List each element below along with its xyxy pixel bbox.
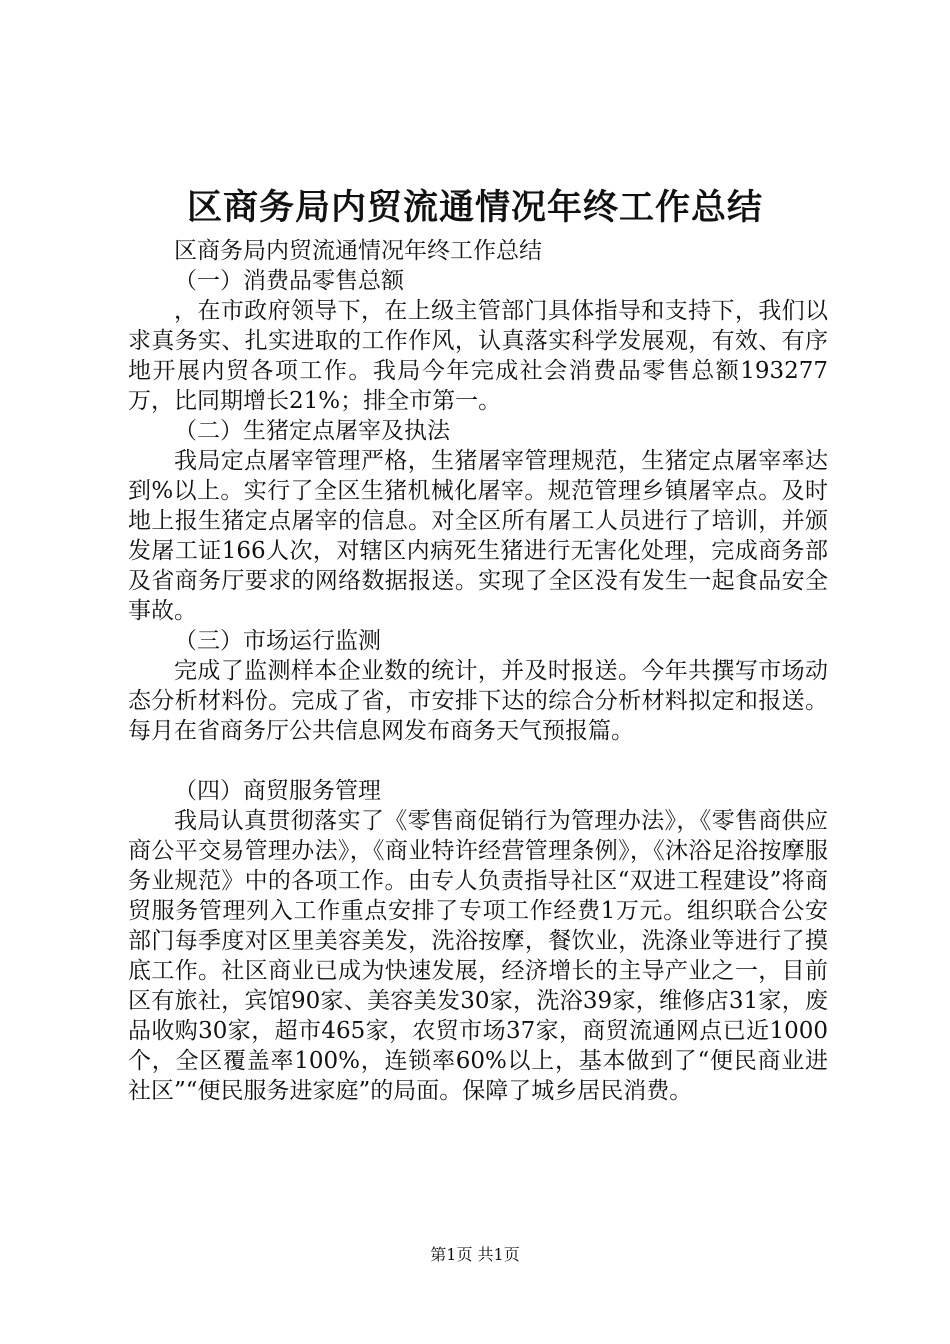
page-footer: 第1页 共1页: [430, 1245, 520, 1264]
section-heading-4: （四）商贸服务管理: [174, 778, 381, 804]
document-subtitle: 区商务局内贸流通情况年终工作总结: [174, 238, 542, 264]
section-paragraph-4: 我局认真贯彻落实了《零售商促销行为管理办法》，《零售商供应商公平交易管理办法》，《商业特许经营管理条例》，《沐浴足浴按摩服务业规范》中的各项工作。由专人负责指导社区“双进工程建设”将商贸服务管理列入工作重点安排了专项工作经费1万元。组织联合公安部门每季度对区里美容美发，洗浴按摩，餐饮业，洗涤业等进行了摸底工作。社区商业已成为快速发展，经济增长的主导产业之一，目前区有旅社，宾馆90家、美容美发30家，洗浴39家，维修店31家，废品收购30家，超市465家，农贸市场37家，商贸流通网点已近1000个，全区覆盖率100%，连锁率60%以上，基本做到了“便民商业进社区”“便民服务进家庭”的局面。保障了城乡居民消费。: [128, 808, 828, 1104]
document-body: [128, 236, 828, 1106]
section-paragraph-2: 我局定点屠宰管理严格，生猪屠宰管理规范，生猪定点屠宰率达到%以上。实行了全区生猪机械化屠宰。规范管理乡镇屠宰点。及时地上报生猪定点屠宰的信息。对全区所有屠工人员进行了培训，并颁发屠工证166人次，对辖区内病死生猪进行无害化处理，完成商务部及省商务厅要求的网络数据报送。实现了全区没有发生一起食品安全事故。: [128, 448, 828, 624]
paragraph-gap: [128, 746, 828, 776]
section-heading-2: （二）生猪定点屠宰及执法: [174, 418, 450, 444]
section-heading-3: （三）市场运行监测: [174, 628, 381, 654]
document-title: 区商务局内贸流通情况年终工作总结: [186, 187, 763, 228]
section-paragraph-3: 完成了监测样本企业数的统计，并及时报送。今年共撰写市场动态分析材料份。完成了省，市安排下达的综合分析材料拟定和报送。每月在省商务厅公共信息网发布商务天气预报篇。: [128, 658, 828, 744]
section-paragraph-1: ，在市政府领导下，在上级主管部门具体指导和支持下，我们以求真务实、扎实进取的工作作风，认真落实科学发展观，有效、有序地开展内贸各项工作。我局今年完成社会消费品零售总额193277万，比同期增长21%；排全市第一。: [128, 298, 828, 414]
section-heading-1: （一）消费品零售总额: [174, 268, 404, 294]
